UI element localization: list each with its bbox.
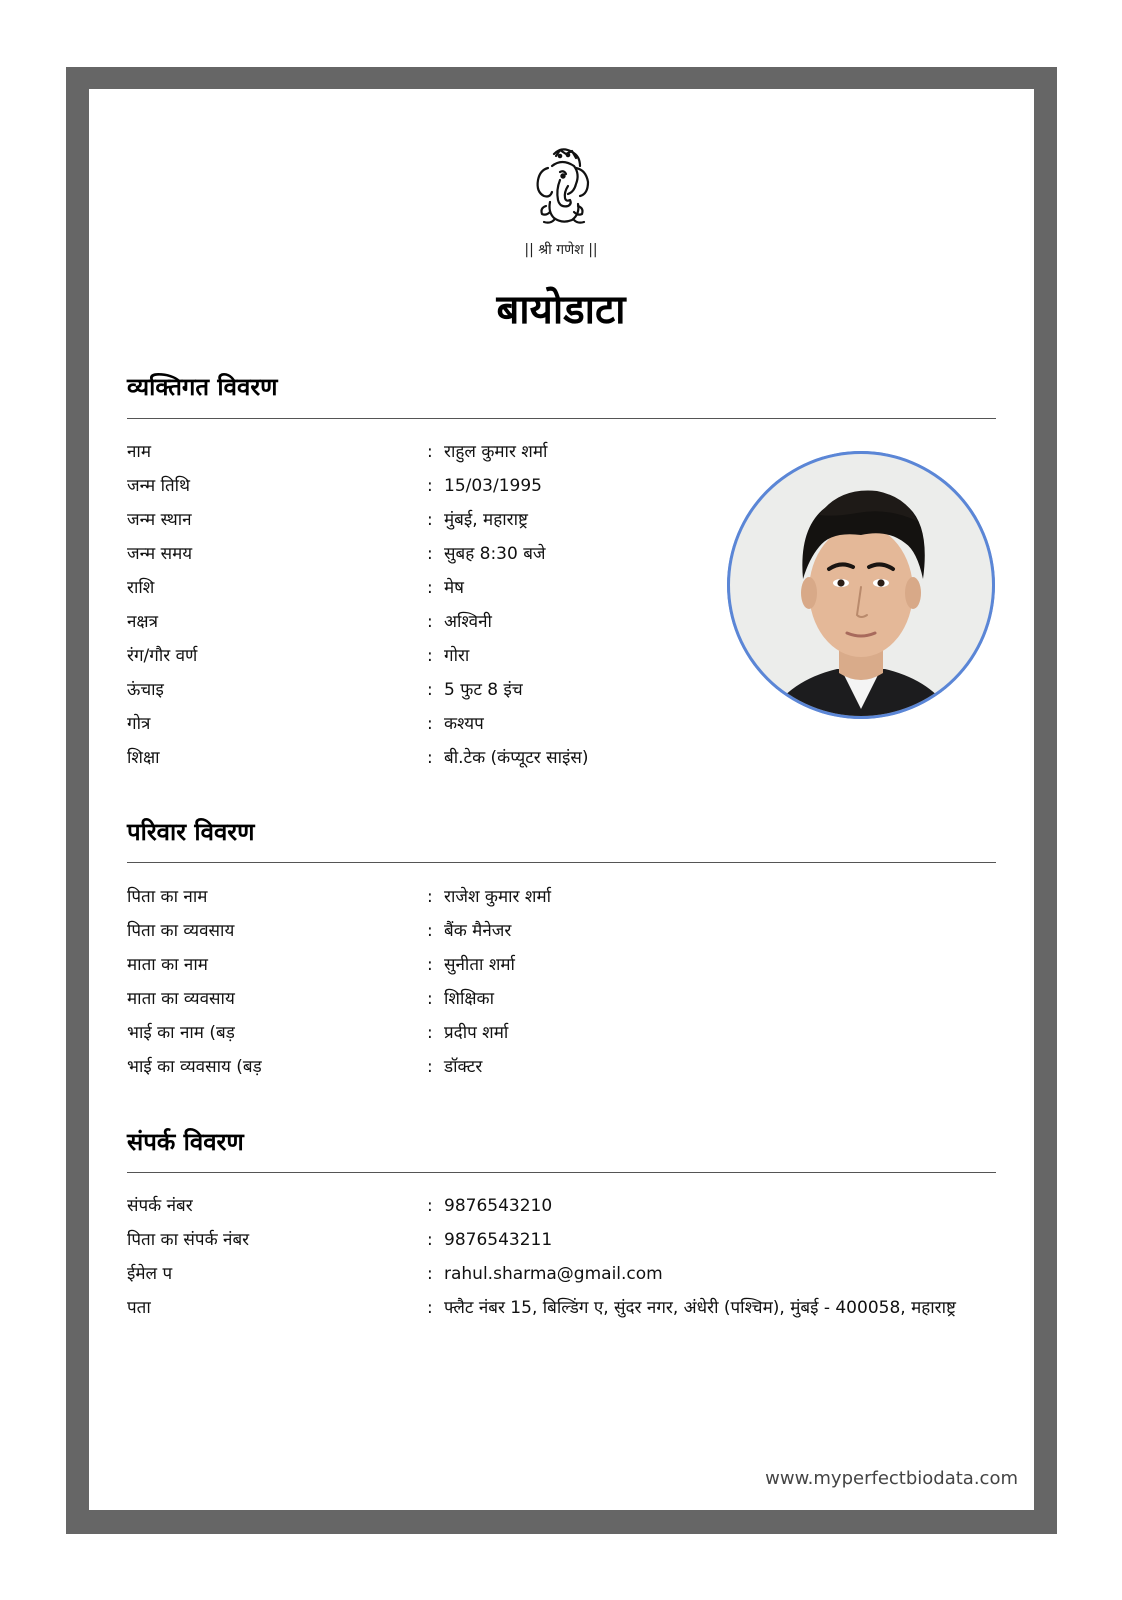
field-separator: :	[427, 578, 433, 598]
field-separator: :	[427, 1298, 433, 1318]
field-value: rahul.sharma@gmail.com	[444, 1264, 663, 1284]
invocation-text: || श्री गणेश ||	[524, 242, 598, 258]
field-separator: :	[427, 1230, 433, 1250]
field-label: नक्षत्र	[127, 612, 159, 632]
field-value: शिक्षिका	[444, 989, 495, 1009]
section-title-contact: संपर्क विवरण	[127, 1128, 244, 1156]
field-value: 9876543210	[444, 1196, 553, 1216]
section-title-family: परिवार विवरण	[127, 818, 255, 846]
section-title-personal: व्यक्तिगत विवरण	[127, 373, 278, 401]
field-separator: :	[427, 921, 433, 941]
field-separator: :	[427, 748, 433, 768]
field-label: रंग/गौर वर्ण	[127, 646, 198, 666]
field-value: राहुल कुमार शर्मा	[444, 442, 548, 462]
field-separator: :	[427, 476, 433, 496]
field-label: माता का व्यवसाय	[127, 989, 235, 1009]
section-divider	[127, 1172, 996, 1173]
field-label: शिक्षा	[127, 748, 160, 768]
field-label: जन्म तिथि	[127, 476, 190, 496]
ganesh-icon	[530, 146, 594, 226]
field-label: पिता का नाम	[127, 887, 208, 907]
field-separator: :	[427, 680, 433, 700]
field-value: 9876543211	[444, 1230, 553, 1250]
field-label: गोत्र	[127, 714, 151, 734]
field-separator: :	[427, 1057, 433, 1077]
field-separator: :	[427, 612, 433, 632]
field-value: 5 फुट 8 इंच	[444, 680, 523, 700]
portrait-illustration	[727, 451, 995, 719]
field-separator: :	[427, 1023, 433, 1043]
field-separator: :	[427, 544, 433, 564]
field-value: अश्विनी	[444, 612, 492, 632]
field-value: मेष	[444, 578, 464, 598]
field-label: भाई का व्यवसाय (बड़	[127, 1057, 262, 1077]
field-value: सुबह 8:30 बजे	[444, 544, 546, 564]
field-separator: :	[427, 510, 433, 530]
field-value: सुनीता शर्मा	[444, 955, 515, 975]
field-separator: :	[427, 887, 433, 907]
field-label: ईमेल प	[127, 1264, 173, 1284]
field-separator: :	[427, 442, 433, 462]
field-value: मुंबई, महाराष्ट्र	[444, 510, 528, 530]
field-value: 15/03/1995	[444, 476, 542, 496]
field-label: पिता का व्यवसाय	[127, 921, 235, 941]
footer-website: www.myperfectbiodata.com	[765, 1468, 1018, 1489]
profile-photo	[727, 451, 995, 719]
section-divider	[127, 418, 996, 419]
field-value: कश्यप	[444, 714, 484, 734]
field-label: नाम	[127, 442, 152, 462]
field-separator: :	[427, 955, 433, 975]
field-separator: :	[427, 989, 433, 1009]
field-label: पिता का संपर्क नंबर	[127, 1230, 250, 1250]
field-label: माता का नाम	[127, 955, 208, 975]
field-label: भाई का नाम (बड़	[127, 1023, 235, 1043]
field-value: बी.टेक (कंप्यूटर साइंस)	[444, 748, 589, 768]
field-label: राशि	[127, 578, 155, 598]
field-label: पता	[127, 1298, 151, 1318]
field-label: जन्म समय	[127, 544, 193, 564]
field-separator: :	[427, 646, 433, 666]
field-label: संपर्क नंबर	[127, 1196, 193, 1216]
field-separator: :	[427, 714, 433, 734]
field-value: प्रदीप शर्मा	[444, 1023, 509, 1043]
field-value: डॉक्टर	[444, 1057, 483, 1077]
section-divider	[127, 862, 996, 863]
field-value: बैंक मैनेजर	[444, 921, 512, 941]
field-label: ऊंचाइ	[127, 680, 164, 700]
page-title: बायोडाटा	[496, 287, 626, 333]
field-value: राजेश कुमार शर्मा	[444, 887, 552, 907]
field-separator: :	[427, 1196, 433, 1216]
field-value: फ्लैट नंबर 15, बिल्डिंग ए, सुंदर नगर, अंधेरी (पश्चिम), मुंबई - 400058, महाराष्ट्र	[444, 1298, 956, 1318]
field-label: जन्म स्थान	[127, 510, 192, 530]
field-separator: :	[427, 1264, 433, 1284]
field-value: गोरा	[444, 646, 470, 666]
